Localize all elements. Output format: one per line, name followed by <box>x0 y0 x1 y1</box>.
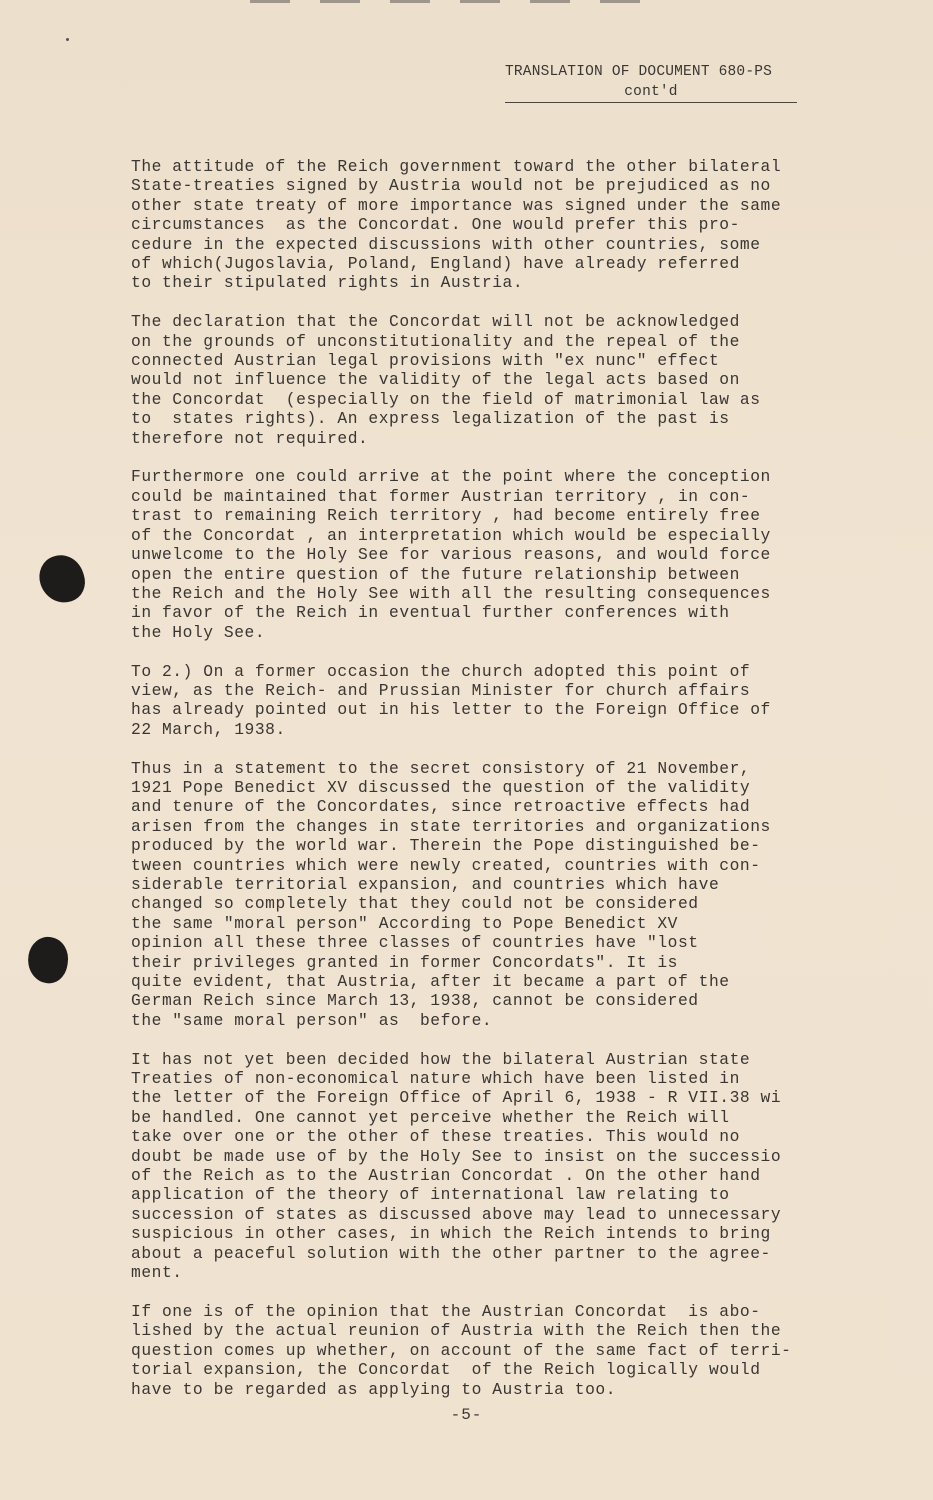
text-line: State-treaties signed by Austria would not be prejudiced as no <box>131 176 771 196</box>
text-line: their privileges granted in former Concordats". It is <box>131 952 678 972</box>
text-line: siderable territorial expansion, and countries which have <box>131 874 720 894</box>
text-line: of which(Jugoslavia, Poland, England) have already referred <box>131 254 740 274</box>
paragraph <box>131 662 871 740</box>
text-line: To 2.) On a former occasion the church adopted this point of <box>131 661 751 681</box>
paragraph <box>131 1302 871 1399</box>
text-line: about a peaceful solution with the other partner to the agree- <box>131 1243 771 1263</box>
text-line: Furthermore one could arrive at the point where the conception <box>131 467 771 487</box>
text-line: doubt be made use of by the Holy See to insist on the successio <box>131 1146 782 1166</box>
document-title: TRANSLATION OF DOCUMENT 680-PS <box>505 64 773 80</box>
text-line: succession of states as discussed above may lead to unnecessary <box>131 1204 782 1224</box>
text-line: arisen from the changes in state territories and organizations <box>131 816 771 836</box>
text-line: German Reich since March 13, 1938, cannot be considered <box>131 991 699 1011</box>
text-line: of the Reich as to the Austrian Concordat . On the other hand <box>131 1166 761 1186</box>
text-line: It has not yet been decided how the bilateral Austrian state <box>131 1049 751 1069</box>
text-line: quite evident, that Austria, after it became a part of the <box>131 972 730 991</box>
text-line: changed so completely that they could not be considered <box>131 894 699 914</box>
text-line: therefore not required. <box>131 428 369 448</box>
text-line: circumstances as the Concordat. One would prefer this pro- <box>131 215 740 235</box>
text-line: produced by the world war. Therein the Pope distinguished be- <box>131 836 761 856</box>
text-line: the Holy See. <box>131 622 266 642</box>
text-line: unwelcome to the Holy See for various reasons, and would force <box>131 545 771 565</box>
paragraph <box>131 759 871 1031</box>
text-line: opinion all these three classes of countries have "lost <box>131 933 699 953</box>
text-line: would not influence the validity of the legal acts based on <box>131 370 740 390</box>
speck-mark <box>66 38 69 41</box>
text-line: of the Concordat , an interpretation which would be especially <box>131 525 771 545</box>
text-line: be handled. One cannot yet perceive whether the Reich will <box>131 1107 730 1127</box>
text-line: to states rights). An express legalization of the past is <box>131 409 730 429</box>
document-header <box>505 64 797 103</box>
text-line: 22 March, 1938. <box>131 719 286 739</box>
text-line: The declaration that the Concordat will not be acknowledged <box>131 312 740 332</box>
text-line: to their stipulated rights in Austria. <box>131 273 524 293</box>
text-line: open the entire question of the future relationship between <box>131 564 740 584</box>
text-line: the Reich and the Holy See with all the resulting consequences <box>131 583 771 603</box>
text-line: the same "moral person" According to Pope Benedict XV <box>131 913 678 933</box>
paragraph <box>131 467 871 642</box>
text-line: has already pointed out in his letter to the Foreign Office of <box>131 700 771 720</box>
text-line: the "same moral person" as before. <box>131 1010 493 1030</box>
paragraph <box>131 157 871 293</box>
text-line: the Concordat (especially on the field of matrimonial law as <box>131 389 761 409</box>
text-line: The attitude of the Reich government toward the other bilateral <box>131 157 782 176</box>
page-number: -5- <box>450 1406 483 1424</box>
text-line: the letter of the Foreign Office of April 6, 1938 - R VII.38 wi <box>131 1088 782 1108</box>
text-line: 1921 Pope Benedict XV discussed the question of the validity <box>131 777 751 797</box>
text-line: question comes up whether, on account of the same fact of terri- <box>131 1340 792 1360</box>
document-body <box>131 157 871 1418</box>
text-line: Treaties of non-economical nature which have been listed in <box>131 1069 740 1089</box>
text-line: connected Austrian legal provisions with "ex nunc" effect <box>131 351 720 371</box>
text-line: view, as the Reich- and Prussian Minister for church affairs <box>131 680 751 700</box>
text-line: suspicious in other cases, in which the Reich intends to bring <box>131 1224 771 1244</box>
text-line: in favor of the Reich in eventual further conferences with <box>131 603 730 623</box>
document-subtitle: cont'd <box>505 84 797 103</box>
punch-hole-upper <box>34 549 91 608</box>
text-line: trast to remaining Reich territory , had become entirely free <box>131 506 761 526</box>
text-line: cedure in the expected discussions with other countries, some <box>131 234 761 254</box>
paragraph <box>131 1050 871 1283</box>
text-line: torial expansion, the Concordat of the Reich logically would <box>131 1360 761 1380</box>
top-edge-mark <box>250 0 670 3</box>
text-line: take over one or the other of these treaties. This would no <box>131 1127 740 1147</box>
text-line: tween countries which were newly created, countries with con- <box>131 855 761 875</box>
paragraph <box>131 312 871 448</box>
text-line: ment. <box>131 1263 183 1283</box>
text-line: Thus in a statement to the secret consistory of 21 November, <box>131 758 751 778</box>
text-line: could be maintained that former Austrian territory , in con- <box>131 486 751 506</box>
text-line: have to be regarded as applying to Austria too. <box>131 1379 617 1399</box>
text-line: on the grounds of unconstitutionality and the repeal of the <box>131 331 740 351</box>
punch-hole-lower <box>24 934 71 986</box>
text-line: If one is of the opinion that the Austrian Concordat is abo- <box>131 1301 761 1321</box>
text-line: application of the theory of international law relating to <box>131 1185 730 1205</box>
text-line: lished by the actual reunion of Austria with the Reich then the <box>131 1321 782 1341</box>
text-line: other state treaty of more importance was signed under the same <box>131 195 782 215</box>
text-line: and tenure of the Concordates, since retroactive effects had <box>131 797 751 817</box>
